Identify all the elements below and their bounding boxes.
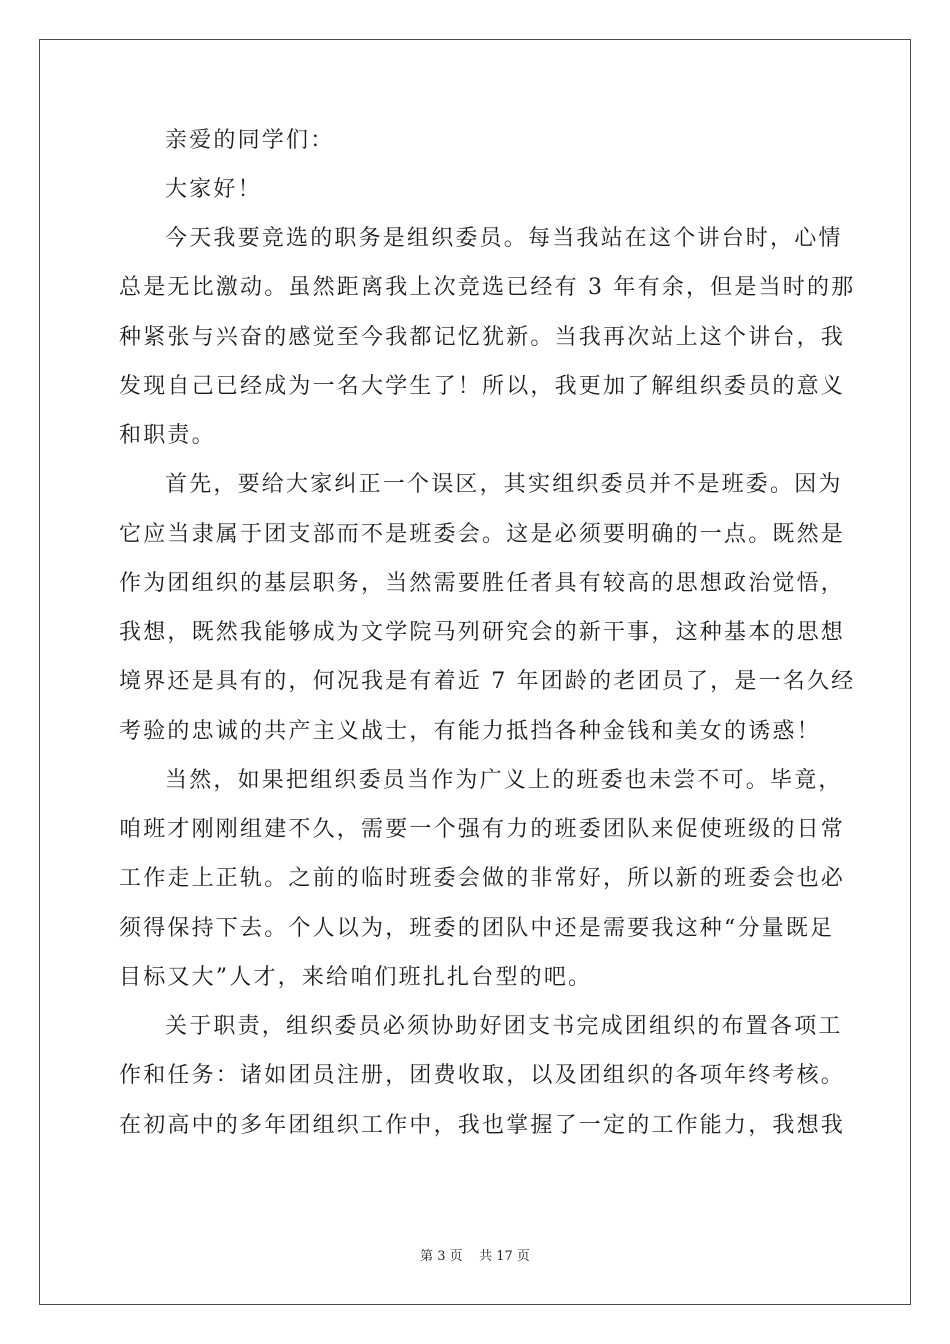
text-line: 我想，既然我能够成为文学院马列研究会的新干事，这种基本的思想 [119,620,846,645]
text-line: 发现自己已经成为一名大学生了！所以，我更加了解组织委员的意义 [119,374,846,399]
text-line: 考验的忠诚的共产主义战士，有能力抵挡各种金钱和美女的诱惑！ [119,719,821,744]
text-line: 作为团组织的基层职务，当然需要胜任者具有较高的思想政治觉悟， [119,571,846,596]
text-line: 在初高中的多年团组织工作中，我也掌握了一定的工作能力，我想我 [119,1113,846,1138]
text-line: 今天我要竞选的职务是组织委员。每当我站在这个讲台时，心情 [165,226,843,251]
text-line: 当然，如果把组织委员当作为广义上的班委也未尝不可。毕竟， [165,768,843,793]
text-line: 咱班才刚刚组建不久，需要一个强有力的班委团队来促使班级的日常 [119,817,846,842]
text-line: 首先，要给大家纠正一个误区，其实组织委员并不是班委。因为 [165,472,843,497]
text-line: 作和任务：诸如团员注册，团费收取，以及团组织的各项年终考核。 [119,1063,846,1088]
text-line: 种紧张与兴奋的感觉至今我都记忆犹新。当我再次站上这个讲台，我 [119,325,846,350]
text-line: 境界还是具有的，何况我是有着近 7 年团龄的老团员了，是一名久经 [119,669,856,694]
text-line: 关于职责，组织委员必须协助好团支书完成团组织的布置各项工 [165,1014,843,1039]
text-line: 须得保持下去。个人以为，班委的团队中还是需要我这种“分量既足 [119,916,835,941]
text-line: 它应当隶属于团支部而不是班委会。这是必须要明确的一点。既然是 [119,522,846,547]
text-line: 工作走上正轨。之前的临时班委会做的非常好，所以新的班委会也必 [119,866,846,891]
text-line: 亲爱的同学们： [165,128,335,153]
text-line: 大家好！ [165,177,262,202]
text-line: 目标又大”人才，来给咱们班扎扎台型的吧。 [119,965,593,990]
page-number-footer: 第 3 页 共 17 页 [420,1249,530,1264]
text-line: 总是无比激动。虽然距离我上次竞选已经有 3 年有余，但是当时的那 [119,275,856,300]
text-line: 和职责。 [119,423,216,448]
